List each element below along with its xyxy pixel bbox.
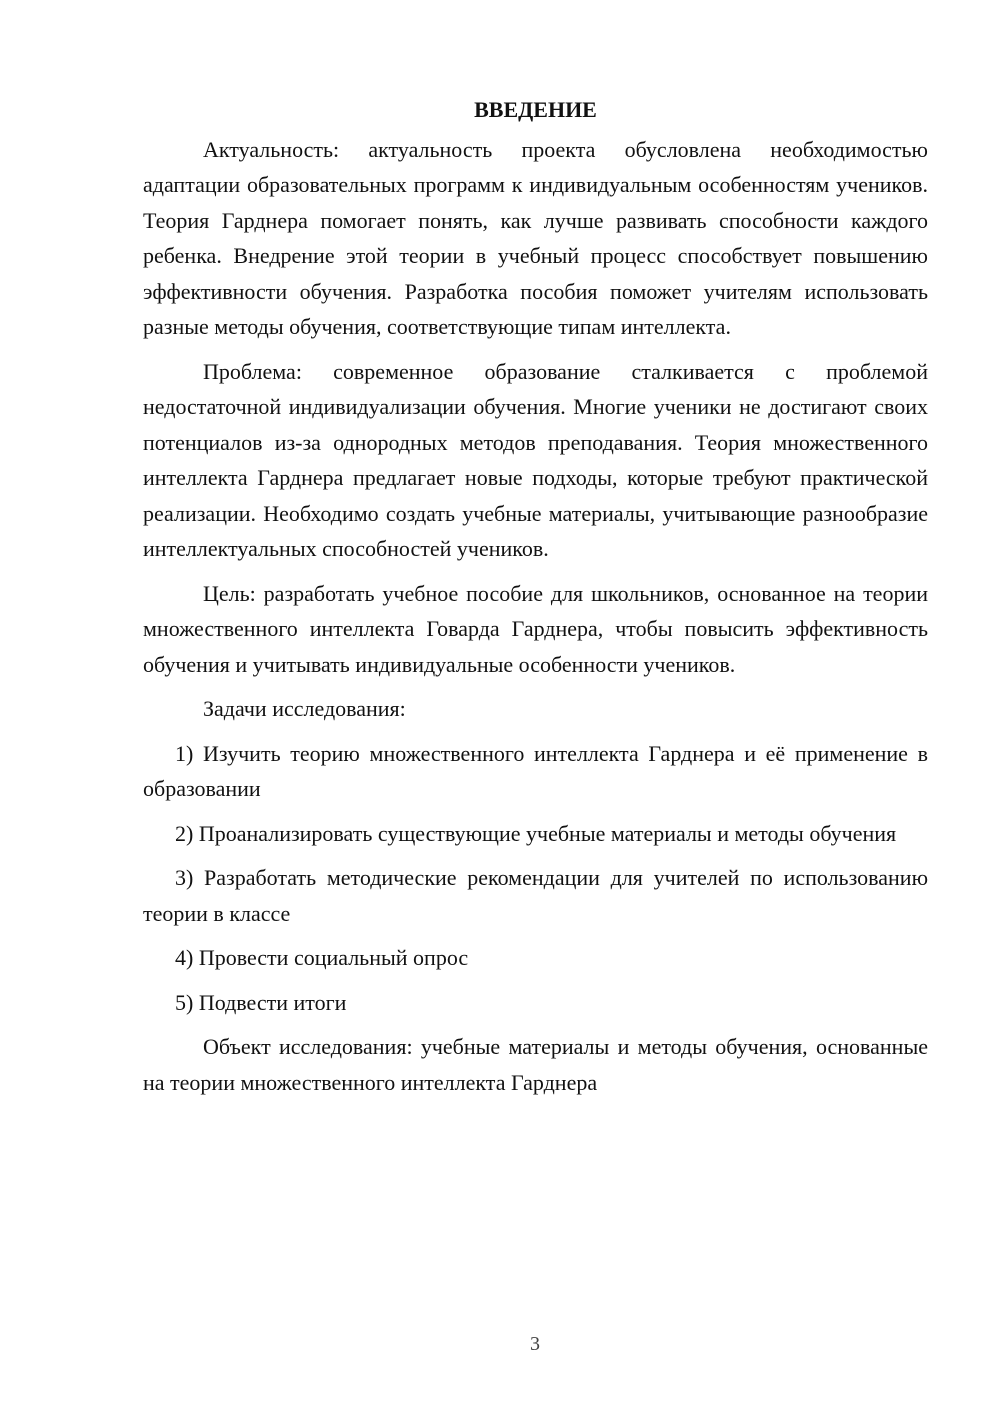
task-item: 4) Провести социальный опрос (175, 945, 469, 970)
task-item: 2) Проанализировать существующие учебные материалы и методы обучения (175, 820, 897, 846)
goal-paragraph: Цель: разработать учебное пособие для школьников, основанное на теории множественного интеллекта Говарда Гарднера, чтобы повысить эффективность обучения и учитывать индивидуальные особенности учеников. (143, 580, 928, 677)
relevance-paragraph: Актуальность: актуальность проекта обусловлена необходимостью адаптации образовательных программ к индивидуальным особенностям учеников. Теория Гарднера помогает понять, как лучше развивать способности каждого ребенка. Внедрение этой теории в учебный процесс способствует повышению эффективности обучения. Разработка пособия поможет учителям использовать разные методы обучения, соответствующие типам интеллекта. (143, 136, 928, 339)
section-title: ВВЕДЕНИЕ (474, 97, 597, 122)
task-item: 3) Разработать методические рекомендации для учителей по использованию теории в классе (143, 865, 928, 926)
task-item: 5) Подвести итоги (175, 989, 347, 1015)
tasks-heading: Задачи исследования: (203, 696, 406, 721)
page-number: 3 (530, 1333, 540, 1355)
problem-paragraph: Проблема: современное образование сталкивается с проблемой недостаточной индивидуализации обучения. Многие ученики не достигают своих потенциалов из-за однородных методов преподавания. Теория множественного интеллекта Гарднера предлагает новые подходы, которые требуют практической реализации. Необходимо создать учебные материалы, учитывающие разнообразие интеллектуальных способностей учеников. (143, 358, 928, 561)
object-paragraph: Объект исследования: учебные материалы и методы обучения, основанные на теории множественного интеллекта Гарднера (143, 1034, 928, 1095)
task-item: 1) Изучить теорию множественного интеллекта Гарднера и её применение в образовании (143, 740, 928, 801)
page-content (143, 92, 928, 1109)
